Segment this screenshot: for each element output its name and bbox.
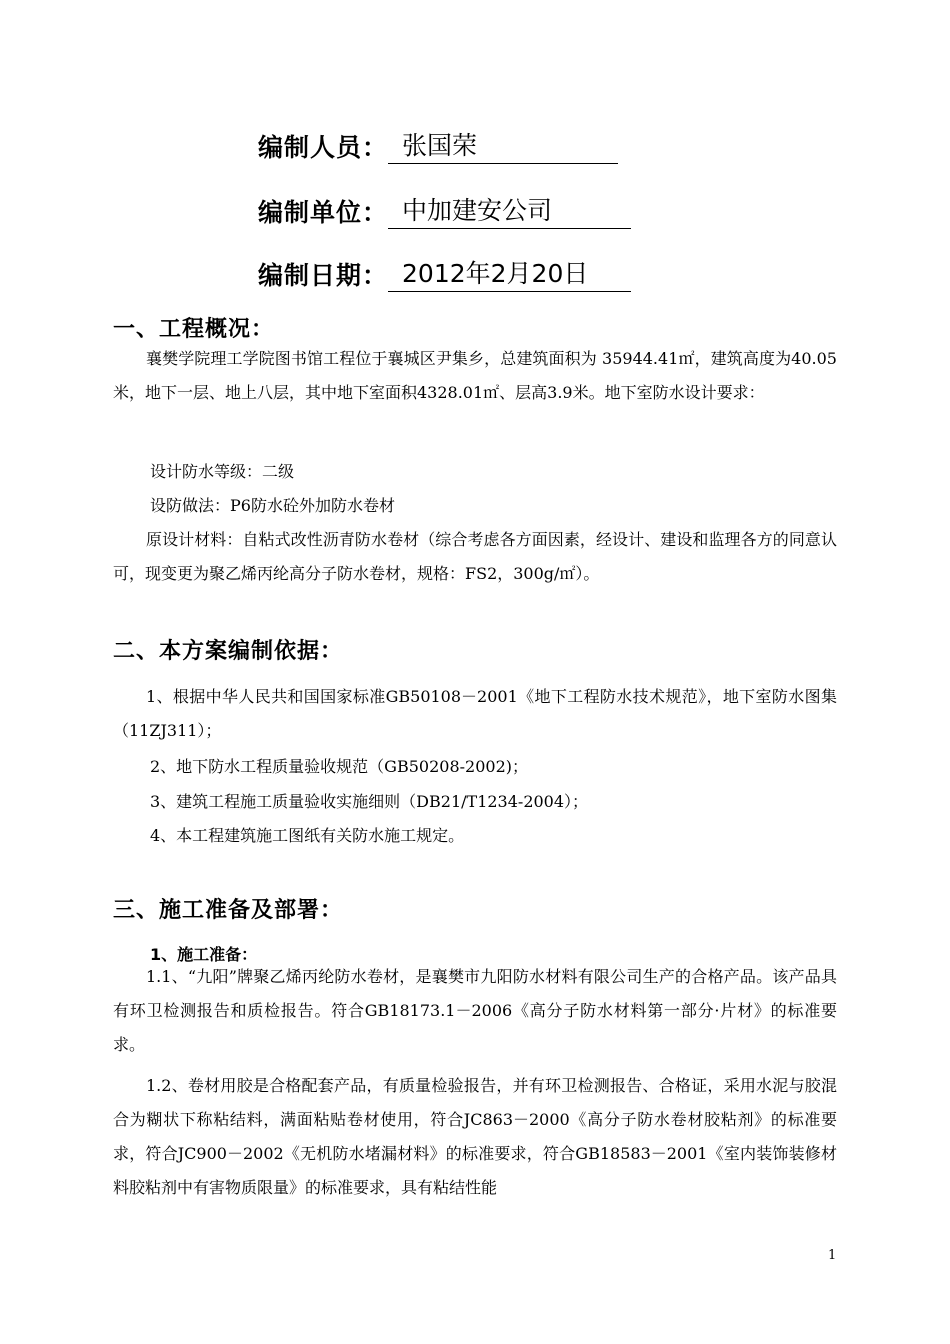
- date-row: [258, 258, 631, 292]
- section3-subheading-1: 1、施工准备：: [150, 945, 258, 964]
- compiler-label: 编制人员：: [258, 133, 389, 162]
- date-label: 编制日期：: [258, 261, 389, 290]
- section3-paragraph-1-1: 1.1、“九阳”牌聚乙烯丙纶防水卷材，是襄樊市九阳防水材料有限公司生产的合格产品。该产品具有环卫检测报告和质检报告。符合GB18173.1－2006《高分子防水材料第一部分·片材》的标准要求。: [113, 967, 837, 1054]
- page-number: 1: [828, 1248, 837, 1263]
- section1-heading: 一、工程概况：: [113, 317, 275, 342]
- compiler-value: 张国荣: [388, 126, 618, 164]
- section3-heading: 三、施工准备及部署：: [113, 898, 344, 923]
- section1-design-method: 设防做法：P6防水砼外加防水卷材: [150, 496, 395, 515]
- section2-item-2: 2、地下防水工程质量验收规范（GB50208-2002)；: [150, 757, 528, 776]
- section2-item-3: 3、建筑工程施工质量验收实施细则（DB21/T1234-2004）；: [150, 792, 589, 811]
- unit-row: [258, 195, 631, 229]
- section1-design-grade: 设计防水等级：二级: [150, 462, 295, 481]
- section1-paragraph-2: 原设计材料：自粘式改性沥青防水卷材（综合考虑各方面因素，经设计、建设和监理各方的同意认可，现变更为聚乙烯丙纶高分子防水卷材，规格：FS2，300g/㎡）。: [113, 530, 837, 583]
- section2-item-1: 1、根据中华人民共和国国家标准GB50108－2001《地下工程防水技术规范》，地下室防水图集（11ZJ311）；: [113, 687, 837, 740]
- section2-item-4: 4、本工程建筑施工图纸有关防水施工规定。: [150, 826, 465, 845]
- section1-paragraph-1: 襄樊学院理工学院图书馆工程位于襄城区尹集乡，总建筑面积为 35944.41㎡，建筑高度为40.05米，地下一层、地上八层，其中地下室面积4328.01㎡、层高3.9米。地下室防水设计要求：: [113, 349, 837, 402]
- section2-heading: 二、本方案编制依据：: [113, 639, 344, 664]
- date-value: 2012年2月20日: [388, 254, 631, 292]
- unit-label: 编制单位：: [258, 198, 389, 227]
- unit-value: 中加建安公司: [388, 191, 631, 229]
- section3-paragraph-1-2: 1.2、卷材用胶是合格配套产品，有质量检验报告，并有环卫检测报告、合格证，采用水泥与胶混合为糊状下称粘结料，满面粘贴卷材使用，符合JC863－2000《高分子防水卷材胶粘剂》的标准要求，符合JC900－2002《无机防水堵漏材料》的标准要求，符合GB18583－2001《室内装饰装修材料胶粘剂中有害物质限量》的标准要求，具有粘结性能: [113, 1076, 837, 1197]
- compiler-row: [258, 130, 618, 164]
